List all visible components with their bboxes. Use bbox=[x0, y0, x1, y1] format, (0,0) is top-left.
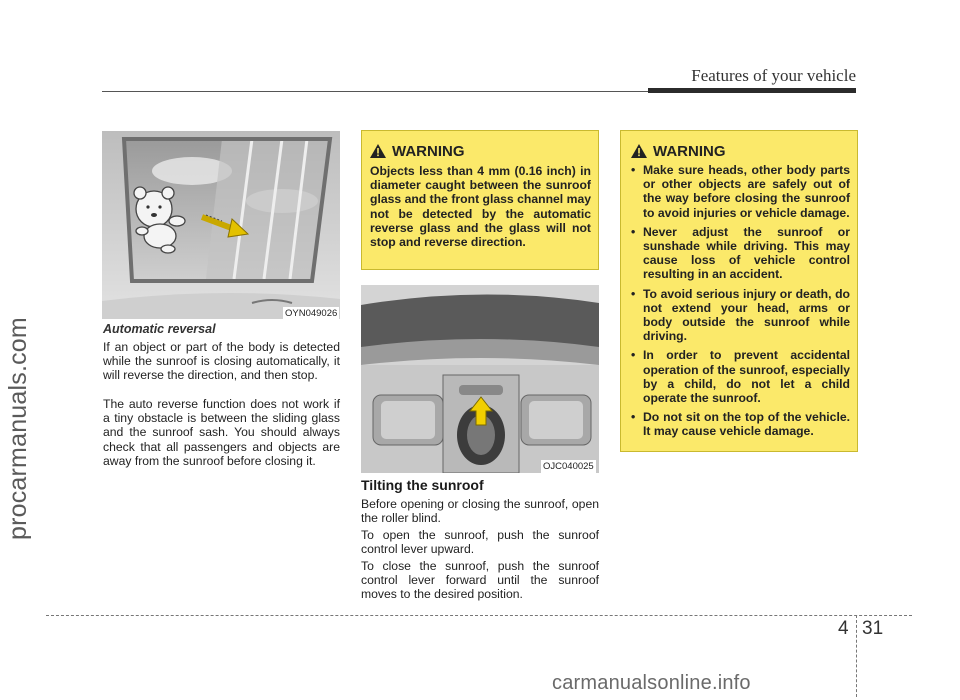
chapter-number: 4 bbox=[838, 618, 849, 639]
automatic-reversal-para-1: If an object or part of the body is detected while the sunroof is closing automatically, it will reverse the direction, and then stop. bbox=[103, 340, 340, 383]
warning-item: • Make sure heads, other body parts or other objects are safely out of the way before closing the sunroof to avoid injuries or vehicle damage. bbox=[631, 163, 850, 220]
warning-box-safety bbox=[620, 130, 858, 452]
automatic-reversal-heading: Automatic reversal bbox=[103, 322, 216, 336]
figure-code-lever: OJC040025 bbox=[543, 461, 594, 472]
sunroof-illustration bbox=[102, 131, 340, 319]
warning-list bbox=[631, 163, 850, 444]
page-number-separator bbox=[856, 615, 857, 697]
header-bar bbox=[648, 88, 856, 93]
section-header-title: Features of your vehicle bbox=[691, 66, 856, 85]
warning-item: • To avoid serious injury or death, do not extend your head, arms or body outside the sunroof while driving. bbox=[631, 287, 850, 344]
side-watermark: procarmanuals.com bbox=[4, 317, 32, 540]
warning-item: • In order to prevent accidental operation of the sunroof, especially by a child, do not let a child operate the sunroof. bbox=[631, 348, 850, 405]
header-rule bbox=[102, 91, 650, 92]
warning-item: • Do not sit on the top of the vehicle. It may cause vehicle damage. bbox=[631, 410, 850, 438]
warning-title: WARNING bbox=[653, 143, 726, 160]
warning-body: Objects less than 4 mm (0.16 inch) in diameter caught between the sunroof glass and the front glass channel may not be detected by the automatic reverse glass and the glass will not stop and reverse direction. bbox=[370, 164, 591, 250]
sunroof-drawing bbox=[102, 131, 340, 319]
warning-triangle-icon bbox=[370, 144, 386, 163]
warning-item: • Never adjust the sunroof or sunshade while driving. This may cause loss of vehicle control resulting in an accident. bbox=[631, 225, 850, 282]
warning-box-reverse bbox=[361, 130, 599, 270]
tilting-para-3: To close the sunroof, push the sunroof control lever forward until the sunroof moves to the desired position. bbox=[361, 559, 599, 602]
lever-drawing bbox=[361, 285, 599, 473]
sunroof-lever-illustration bbox=[361, 285, 599, 473]
tilting-para-2: To open the sunroof, push the sunroof control lever upward. bbox=[361, 528, 599, 557]
tilting-para-1: Before opening or closing the sunroof, open the roller blind. bbox=[361, 497, 599, 526]
warning-triangle-icon bbox=[631, 144, 647, 163]
page-number: 31 bbox=[862, 618, 884, 639]
automatic-reversal-para-2: The auto reverse function does not work if a tiny obstacle is between the sliding glass and the sunroof sash. You should always check that all passengers and objects are away from the sunroof before closing it. bbox=[103, 397, 340, 468]
tilting-heading: Tilting the sunroof bbox=[361, 477, 484, 493]
figure-code-sunroof: OYN049026 bbox=[285, 308, 338, 319]
bottom-watermark: carmanualsonline.info bbox=[552, 672, 751, 694]
warning-title: WARNING bbox=[392, 143, 465, 160]
footer-rule bbox=[46, 615, 912, 616]
